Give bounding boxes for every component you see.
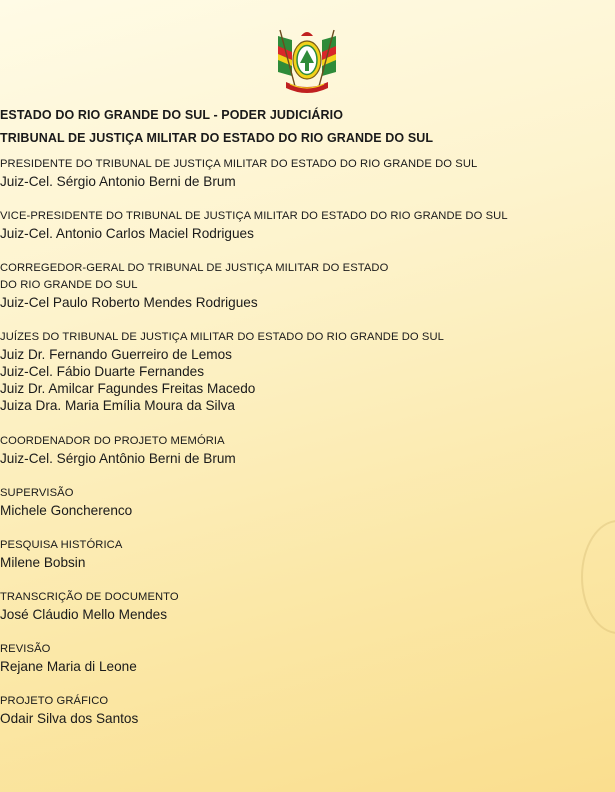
person-name: Juiz-Cel Paulo Roberto Mendes Rodrigues [0,295,258,310]
person-name: Milene Bobsin [0,555,86,570]
section-coordenador [0,433,615,467]
role-label: SUPERVISÃO [0,487,74,499]
section-pesquisa [0,537,615,571]
person-name: Juiz-Cel. Fábio Duarte Fernandes [0,364,204,379]
person-name: Rejane Maria di Leone [0,659,137,674]
section-projeto-grafico [0,693,615,727]
person-name: Michele Goncherenco [0,503,133,518]
role-label: REVISÃO [0,643,51,655]
role-label: PESQUISA HISTÓRICA [0,539,123,551]
role-label: JUÍZES DO TRIBUNAL DE JUSTIÇA MILITAR DO ESTADO DO RIO GRANDE DO SUL [0,331,444,343]
person-name: Odair Silva dos Santos [0,711,139,726]
role-label: PRESIDENTE DO TRIBUNAL DE JUSTIÇA MILITAR DO ESTADO DO RIO GRANDE DO SUL [0,158,478,170]
person-name: José Cláudio Mello Mendes [0,607,167,622]
role-label: VICE-PRESIDENTE DO TRIBUNAL DE JUSTIÇA MILITAR DO ESTADO DO RIO GRANDE DO SUL [0,210,508,222]
role-label: PROJETO GRÁFICO [0,695,109,707]
person-name: Juiza Dra. Maria Emília Moura da Silva [0,398,235,413]
role-label-line1: CORREGEDOR-GERAL DO TRIBUNAL DE JUSTIÇA MILITAR DO ESTADO [0,262,389,274]
section-vice-presidente [0,208,615,242]
person-name: Juiz Dr. Fernando Guerreiro de Lemos [0,347,232,362]
header-state-judiciary: ESTADO DO RIO GRANDE DO SUL - PODER JUDICIÁRIO [0,108,344,122]
section-corregedor [0,260,615,311]
section-transcricao [0,589,615,623]
person-name: Juiz-Cel. Antonio Carlos Maciel Rodrigues [0,226,254,241]
section-supervisao [0,485,615,519]
role-label-line2: DO RIO GRANDE DO SUL [0,279,138,291]
coat-of-arms-icon [274,26,340,98]
section-revisao [0,641,615,675]
person-name: Juiz-Cel. Sérgio Antônio Berni de Brum [0,451,236,466]
person-name: Juiz Dr. Amilcar Fagundes Freitas Macedo [0,381,256,396]
role-label: TRANSCRIÇÃO DE DOCUMENTO [0,591,179,603]
section-presidente [0,156,615,190]
person-name: Juiz-Cel. Sérgio Antonio Berni de Brum [0,174,236,189]
header-tribunal: TRIBUNAL DE JUSTIÇA MILITAR DO ESTADO DO RIO GRANDE DO SUL [0,131,434,145]
section-juizes [0,329,615,414]
role-label: COORDENADOR DO PROJETO MEMÓRIA [0,435,225,447]
